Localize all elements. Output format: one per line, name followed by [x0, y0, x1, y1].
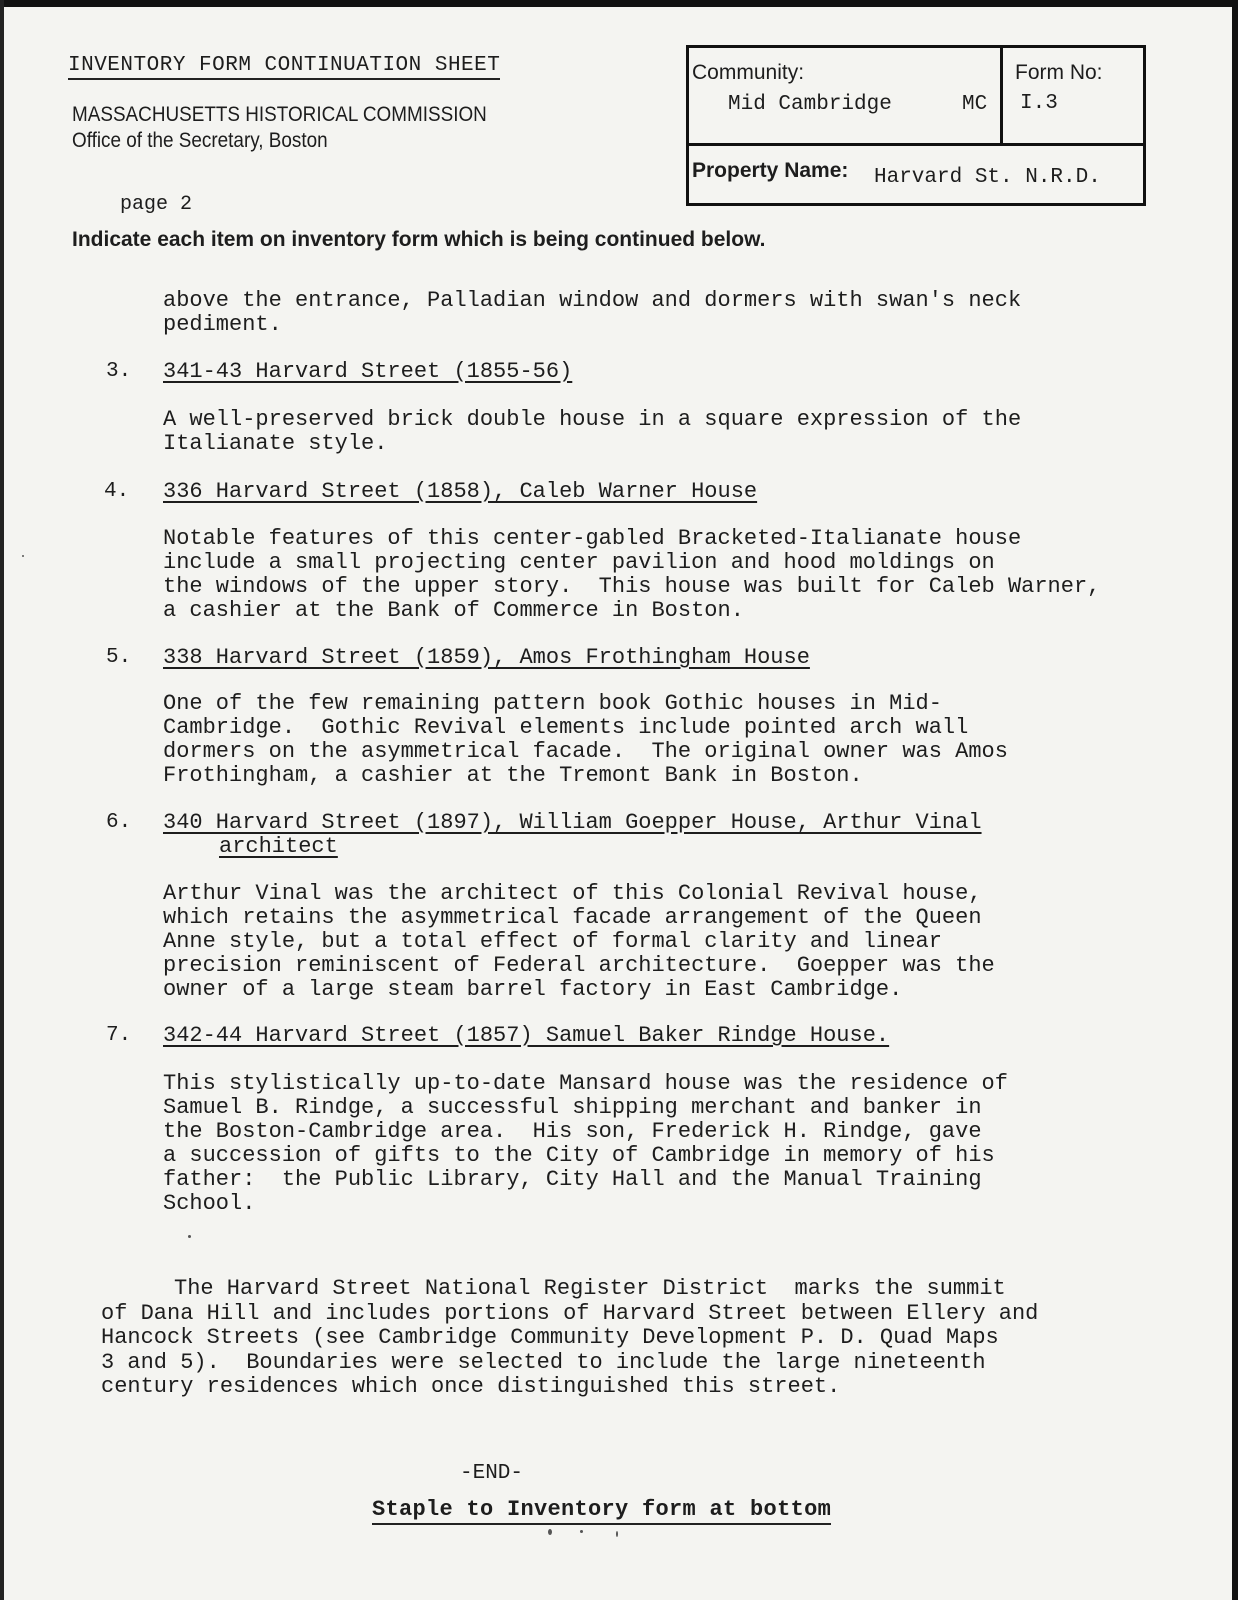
- entry-number: 3.: [106, 360, 132, 383]
- body-line: Arthur Vinal was the architect of this Colonial Revival house,: [163, 881, 982, 906]
- scan-top-edge: [0, 0, 1238, 7]
- entry-heading-text-continued: architect: [219, 834, 338, 859]
- entry-body: [163, 527, 1100, 623]
- box-divider-vertical: [1000, 45, 1003, 146]
- commission-office: Office of the Secretary, Boston: [72, 129, 328, 152]
- entry-heading: [163, 811, 982, 859]
- body-line: Frothingham, a cashier at the Tremont Bank in Boston.: [163, 763, 863, 788]
- body-line: Cambridge. Gothic Revival elements include pointed arch wall: [163, 715, 969, 740]
- body-line: Italianate style.: [163, 431, 388, 456]
- body-line: which retains the asymmetrical facade arrangement of the Queen: [163, 905, 982, 930]
- form-no-value: I.3: [1020, 92, 1058, 115]
- box-divider-horizontal: [686, 143, 1146, 146]
- entry-number: 5.: [106, 646, 132, 669]
- end-mark: -END-: [460, 1462, 524, 1485]
- instruction-line: Indicate each item on inventory form which is being continued below.: [72, 228, 766, 251]
- continued-line: above the entrance, Palladian window and dormers with swan's neck: [163, 288, 1022, 313]
- entry-body: [163, 692, 1008, 788]
- form-no-label: Form No:: [1015, 61, 1103, 84]
- scan-speck: [616, 1531, 618, 1537]
- body-line: include a small projecting center pavilion and hood moldings on: [163, 550, 995, 575]
- staple-note: Staple to Inventory form at bottom: [372, 1497, 831, 1525]
- scan-speck: [22, 555, 24, 557]
- summary-line: The Harvard Street National Register District marks the summit: [174, 1276, 1006, 1301]
- body-line: Samuel B. Rindge, a successful shipping merchant and banker in: [163, 1095, 982, 1120]
- summary-line: Hancock Streets (see Cambridge Community Development P. D. Quad Maps: [101, 1325, 999, 1350]
- entry-heading: [163, 480, 757, 504]
- community-label: Community:: [692, 61, 805, 84]
- scan-speck: [580, 1530, 583, 1533]
- continued-line: pediment.: [163, 312, 282, 337]
- entry-heading-text: 342-44 Harvard Street (1857) Samuel Baker Rindge House.: [163, 1023, 890, 1048]
- entry-body: [163, 1072, 1008, 1216]
- community-code: MC: [962, 93, 988, 116]
- summary-line: century residences which once distinguished this street.: [101, 1374, 841, 1399]
- entry-heading-text: 338 Harvard Street (1859), Amos Frothingham House: [163, 645, 810, 670]
- scan-right-edge: [1232, 0, 1238, 1600]
- entry-heading: [163, 646, 810, 670]
- body-line: This stylistically up-to-date Mansard house was the residence of: [163, 1071, 1008, 1096]
- entry-number: 4.: [104, 480, 130, 503]
- property-name-value: Harvard St. N.R.D.: [874, 166, 1101, 189]
- form-title: INVENTORY FORM CONTINUATION SHEET: [68, 54, 500, 80]
- body-line: dormers on the asymmetrical facade. The original owner was Amos: [163, 739, 1008, 764]
- summary-line: of Dana Hill and includes portions of Harvard Street between Ellery and: [101, 1300, 1039, 1326]
- property-name-label: Property Name:: [692, 159, 849, 182]
- summary-paragraph: [101, 1277, 1038, 1400]
- scan-speck: [188, 1235, 191, 1238]
- body-line: owner of a large steam barrel factory in East Cambridge.: [163, 977, 903, 1002]
- body-line: Anne style, but a total effect of formal clarity and linear: [163, 929, 942, 954]
- entry-heading-text: 336 Harvard Street (1858), Caleb Warner House: [163, 479, 758, 504]
- entry-body: [163, 408, 1021, 456]
- continued-paragraph: [163, 289, 1021, 337]
- body-line: the Boston-Cambridge area. His son, Frederick H. Rindge, gave: [163, 1119, 982, 1144]
- commission-block: [72, 102, 487, 154]
- entry-heading-text: 340 Harvard Street (1897), William Goepper House, Arthur Vinal: [163, 810, 982, 835]
- body-line: Notable features of this center-gabled Bracketed-Italianate house: [163, 526, 1022, 551]
- body-line: precision reminiscent of Federal architecture. Goepper was the: [163, 953, 995, 978]
- body-line: a succession of gifts to the City of Cambridge in memory of his: [163, 1143, 995, 1168]
- body-line: father: the Public Library, City Hall and the Manual Training: [163, 1167, 982, 1192]
- scan-speck: [548, 1529, 552, 1535]
- entry-heading: [163, 1024, 889, 1048]
- entry-number: 7.: [106, 1024, 132, 1047]
- body-line: One of the few remaining pattern book Gothic houses in Mid-: [163, 691, 942, 716]
- body-line: a cashier at the Bank of Commerce in Boston.: [163, 598, 744, 623]
- body-line: A well-preserved brick double house in a square expression of the: [163, 407, 1022, 432]
- entry-number: 6.: [106, 811, 132, 834]
- commission-name: MASSACHUSETTS HISTORICAL COMMISSION: [72, 103, 487, 126]
- body-line: the windows of the upper story. This house was built for Caleb Warner,: [163, 574, 1101, 599]
- entry-body: [163, 882, 995, 1002]
- entry-heading: [163, 360, 572, 384]
- scan-left-edge: [0, 0, 4, 1600]
- summary-line: 3 and 5). Boundaries were selected to include the large nineteenth: [101, 1349, 986, 1375]
- body-line: School.: [163, 1191, 256, 1216]
- community-value: Mid Cambridge: [728, 93, 892, 116]
- page-number: page 2: [120, 193, 193, 216]
- entry-heading-text: 341-43 Harvard Street (1855-56): [163, 359, 573, 384]
